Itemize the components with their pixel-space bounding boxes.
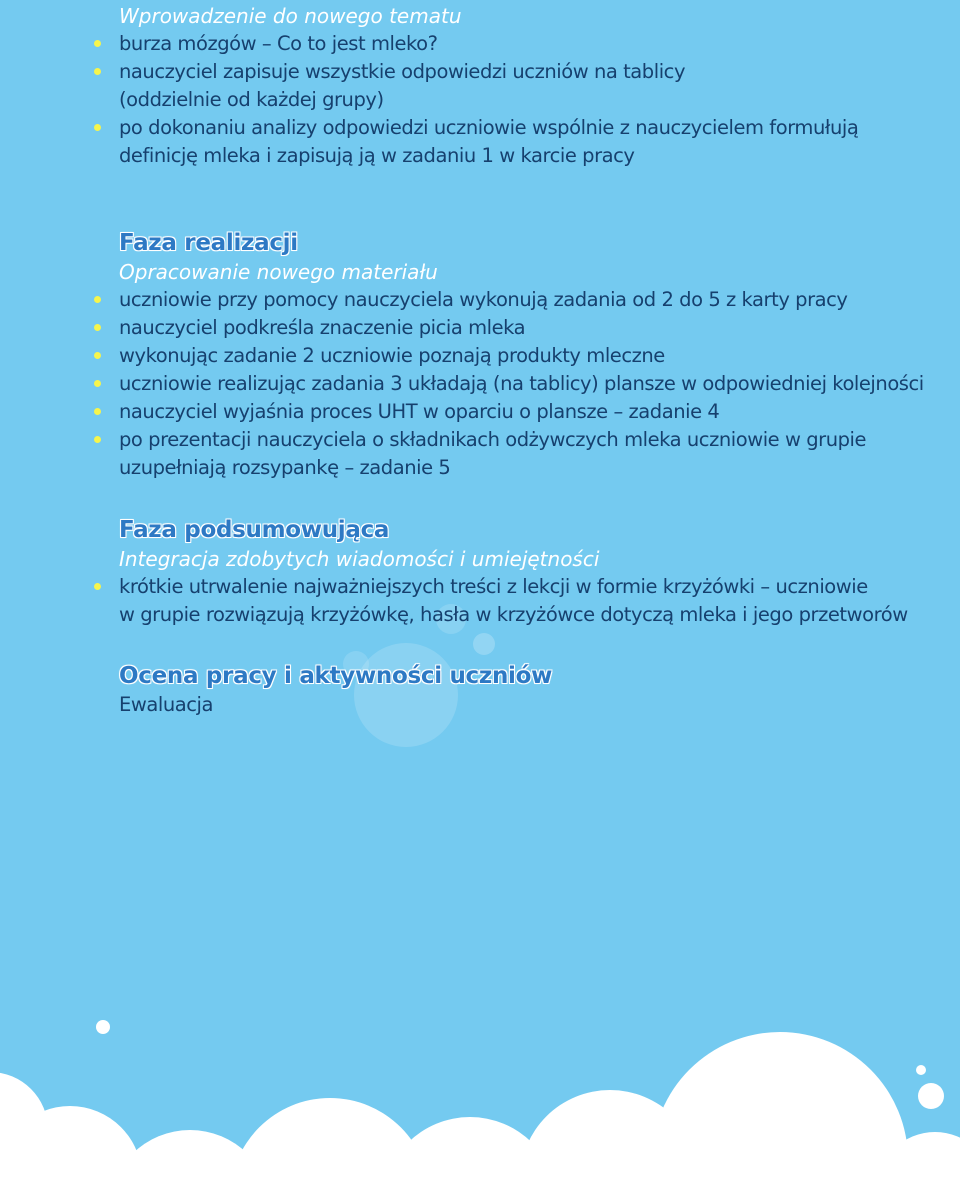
list-item: uczniowie przy pomocy nauczyciela wykonują zadania od 2 do 5 z karty pracy <box>119 286 924 314</box>
list-item: po prezentacji nauczyciela o składnikach odżywczych mleka uczniowie w grupie uzupełniają rozsypankę – zadanie 5 <box>119 426 924 482</box>
evaluation-section <box>119 661 552 719</box>
list-item: krótkie utrwalenie najważniejszych treści z lekcji w formie krzyżówki – uczniowie w grupie rozwiązują krzyżówkę, hasła w krzyżówce dotyczą mleka i jego przetworów <box>119 573 908 629</box>
realization-subtitle: Opracowanie nowego materiału <box>119 260 438 284</box>
list-item: po dokonaniu analizy odpowiedzi uczniowie wspólnie z nauczycielem formułują definicję mleka i zapisują ją w zadaniu 1 w karcie pracy <box>119 114 858 170</box>
list-item: nauczyciel podkreśla znaczenie picia mleka <box>119 314 924 342</box>
bullet-icon <box>94 583 101 590</box>
bullet-icon <box>94 324 101 331</box>
bullet-icon <box>94 296 101 303</box>
bullet-icon <box>94 436 101 443</box>
realization-heading: Faza realizacji <box>119 230 298 256</box>
realization-list <box>119 286 924 482</box>
bullet-icon <box>94 68 101 75</box>
bullet-icon <box>94 352 101 359</box>
bullet-icon <box>94 380 101 387</box>
summary-heading: Faza podsumowująca <box>119 517 390 543</box>
list-item: wykonując zadanie 2 uczniowie poznają produkty mleczne <box>119 342 924 370</box>
bullet-icon <box>94 408 101 415</box>
evaluation-heading: Ocena pracy i aktywności uczniów <box>119 663 553 689</box>
intro-subtitle: Wprowadzenie do nowego tematu <box>119 4 462 28</box>
evaluation-text: Ewaluacja <box>119 693 213 716</box>
list-item: nauczyciel zapisuje wszystkie odpowiedzi uczniów na tablicy (oddzielnie od każdej grupy) <box>119 58 858 114</box>
realization-section <box>119 228 924 482</box>
summary-subtitle: Integracja zdobytych wiadomości i umiejętności <box>119 547 600 571</box>
list-item: burza mózgów – Co to jest mleko? <box>119 30 858 58</box>
list-item: nauczyciel wyjaśnia proces UHT w oparciu o plansze – zadanie 4 <box>119 398 924 426</box>
list-item: uczniowie realizując zadania 3 układają (na tablicy) plansze w odpowiedniej kolejności <box>119 370 924 398</box>
bullet-icon <box>94 40 101 47</box>
intro-section <box>119 2 858 170</box>
summary-list <box>119 573 908 629</box>
summary-section <box>119 515 908 629</box>
bullet-icon <box>94 124 101 131</box>
intro-list <box>119 30 858 170</box>
cloud-shape <box>0 1032 960 1202</box>
